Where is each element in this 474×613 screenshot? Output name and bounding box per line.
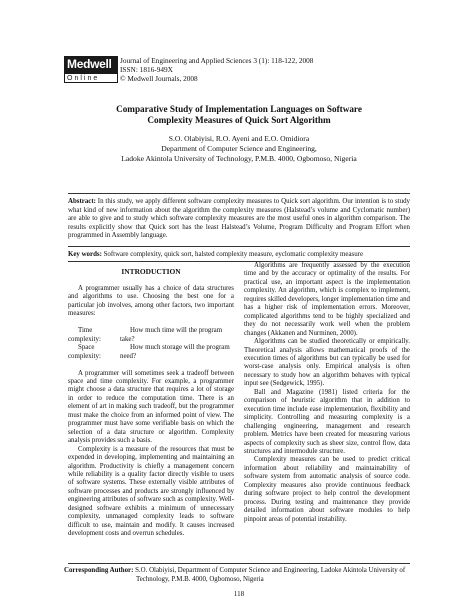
journal-copyright: © Medwell Journals, 2008 — [120, 74, 198, 84]
keywords-text: Software complexity, quick sort, halsted complexity measure, eyclomatic complexity measure — [101, 251, 364, 258]
keywords — [68, 251, 410, 260]
abstract-bottom-rule — [68, 246, 410, 247]
corresponding-author — [64, 567, 414, 584]
abstract — [68, 198, 410, 241]
measure-space — [68, 344, 234, 361]
measure-time-desc: How much time will the program take? — [120, 327, 223, 343]
journal-info — [120, 56, 313, 84]
section-heading-introduction: INTRODUCTION — [121, 267, 181, 276]
right-column — [244, 262, 410, 524]
page-number: 118 — [233, 590, 245, 598]
corresponding-address: Technology, P.M.B. 4000, Ogbomoso, Nigeria — [136, 575, 264, 583]
right-paragraph-1: Algorithms are frequently assessed by the execution time and by the accuracy or optimality of the results. For practical use, an important aspect is the implementation complexity. An algorithm, which is complex to implement, requires skilled developers, longer implementation time and has a higher risk of implementation errors. Moreover, complicated algorithms tend to be highly specialized and they do not necessarily work well when the problem changes (Akkanen and Nurminen, 2000). — [244, 262, 410, 337]
intro-paragraph-3: Complexity is a measure of the resources that must be expended in developing, implementing and maintaining an algorithm. Productivity is chiefly a management concern while reliability is a quality factor directly visible to users of software systems. These externally visible attributes of software processes and products are strongly influenced by engineering attributes of software such as complexity. Well-designed software exhibits a minimum of unnecessary complexity, unmanaged complexity leads to software difficult to use, maintain and modify. It causes increased development costs and overrun schedules. — [68, 445, 234, 538]
measure-space-desc: How much storage will the program need? — [120, 344, 230, 360]
intro-paragraph-2: A programmer will sometimes seek a tradeoff between space and time complexity. For example, a programmer might choose a data structure that requires a lot of storage in order to reduce the computation time. There is an element of art in making such tradeoff, but the programmer must make the choice from an informed point of view. The programmer must have some verifiable basis on which the selection of a data structure or algorithm. Complexity analysis provides such a basis. — [68, 369, 234, 445]
measure-space-term: Space complexity: — [68, 344, 101, 360]
right-paragraph-3: Ball and Magazine (1981) listed criteria for the comparison of heuristic algorithm that in addition to execution time include ease implementation, flexibility and simplicity. Controlling and measuring complexity is a challenging engineering, management and research problem. Metrics have been created for measuring various aspects of complexity such as sheer size, control flow, data structures and intermodule structure. — [244, 388, 410, 455]
abstract-text: In this study, we apply different software complexity measures to Quick sort algorithm. Our intention is to study what kind of new information about the algorithm the complexity measures (Halstead’s volume and Cyclomatic number) are able to give and to study which software complexity measures are the most useful ones in algorithm comparison. The results explicitly show that Quick sort has the least Halstead’s Volume, Program Difficulty and Program Effort when programmed in Assembly language. — [68, 198, 410, 240]
abstract-top-rule — [68, 193, 410, 194]
journal-issn: ISSN: 1816-949X — [120, 65, 173, 75]
left-column — [68, 268, 234, 539]
keywords-label: Key words: — [68, 251, 102, 258]
author-university: Ladoke Akintola University of Technology, P.M.B. 4000, Ogbomoso, Nigeria — [121, 154, 357, 163]
corresponding-text: S.O. Olabiyisi, Department of Computer Science and Engineering, Ladoke Akintola University of — [133, 567, 406, 574]
corresponding-label: Corresponding Author: — [64, 567, 134, 574]
author-block — [64, 134, 414, 164]
paper-title — [64, 104, 414, 126]
author-department: Department of Computer Science and Engineering, — [161, 144, 317, 153]
abstract-label: Abstract: — [68, 198, 96, 205]
journal-citation: Journal of Engineering and Applied Sciences 3 (1): 118-122, 2008 — [120, 56, 314, 65]
right-paragraph-2: Algorithms can be studied theoretically or empirically. Theoretical analysis allows mathematical proofs of the execution times of algorithms but can typically be used for worst-case analysis only. Empirical analysis is often necessary to study how an algorithm behaves with typical input see (Sedgewick, 1995). — [244, 338, 410, 388]
logo-word-bottom: Online — [64, 73, 118, 83]
measure-time — [68, 327, 234, 344]
author-names: S.O. Olabiyisi, R.O. Ayeni and E.O. Omidiora — [168, 134, 310, 143]
intro-paragraph-1: A programmer usually has a choice of data structures and algorithms to use. Choosing the best one for a particular job involves, among other factors, two important measures: — [68, 284, 234, 318]
logo-word-top: Medwell — [64, 56, 118, 73]
right-paragraph-4: Complexity measures can be used to predict critical information about reliability and maintainability of software system from automatic analysis of source code. Complexity measures also provide continuous feedback during software project to help control the development process. During testing and maintenance they provide detailed information about software modules to help pinpoint areas of potential instability. — [244, 456, 410, 523]
measure-time-term: Time complexity: — [68, 327, 101, 343]
title-line-2: Complexity Measures of Quick Sort Algorithm — [147, 115, 331, 125]
footer-rule — [68, 563, 410, 564]
title-line-1: Comparative Study of Implementation Languages on Software — [116, 104, 362, 114]
publisher-logo — [64, 56, 118, 84]
